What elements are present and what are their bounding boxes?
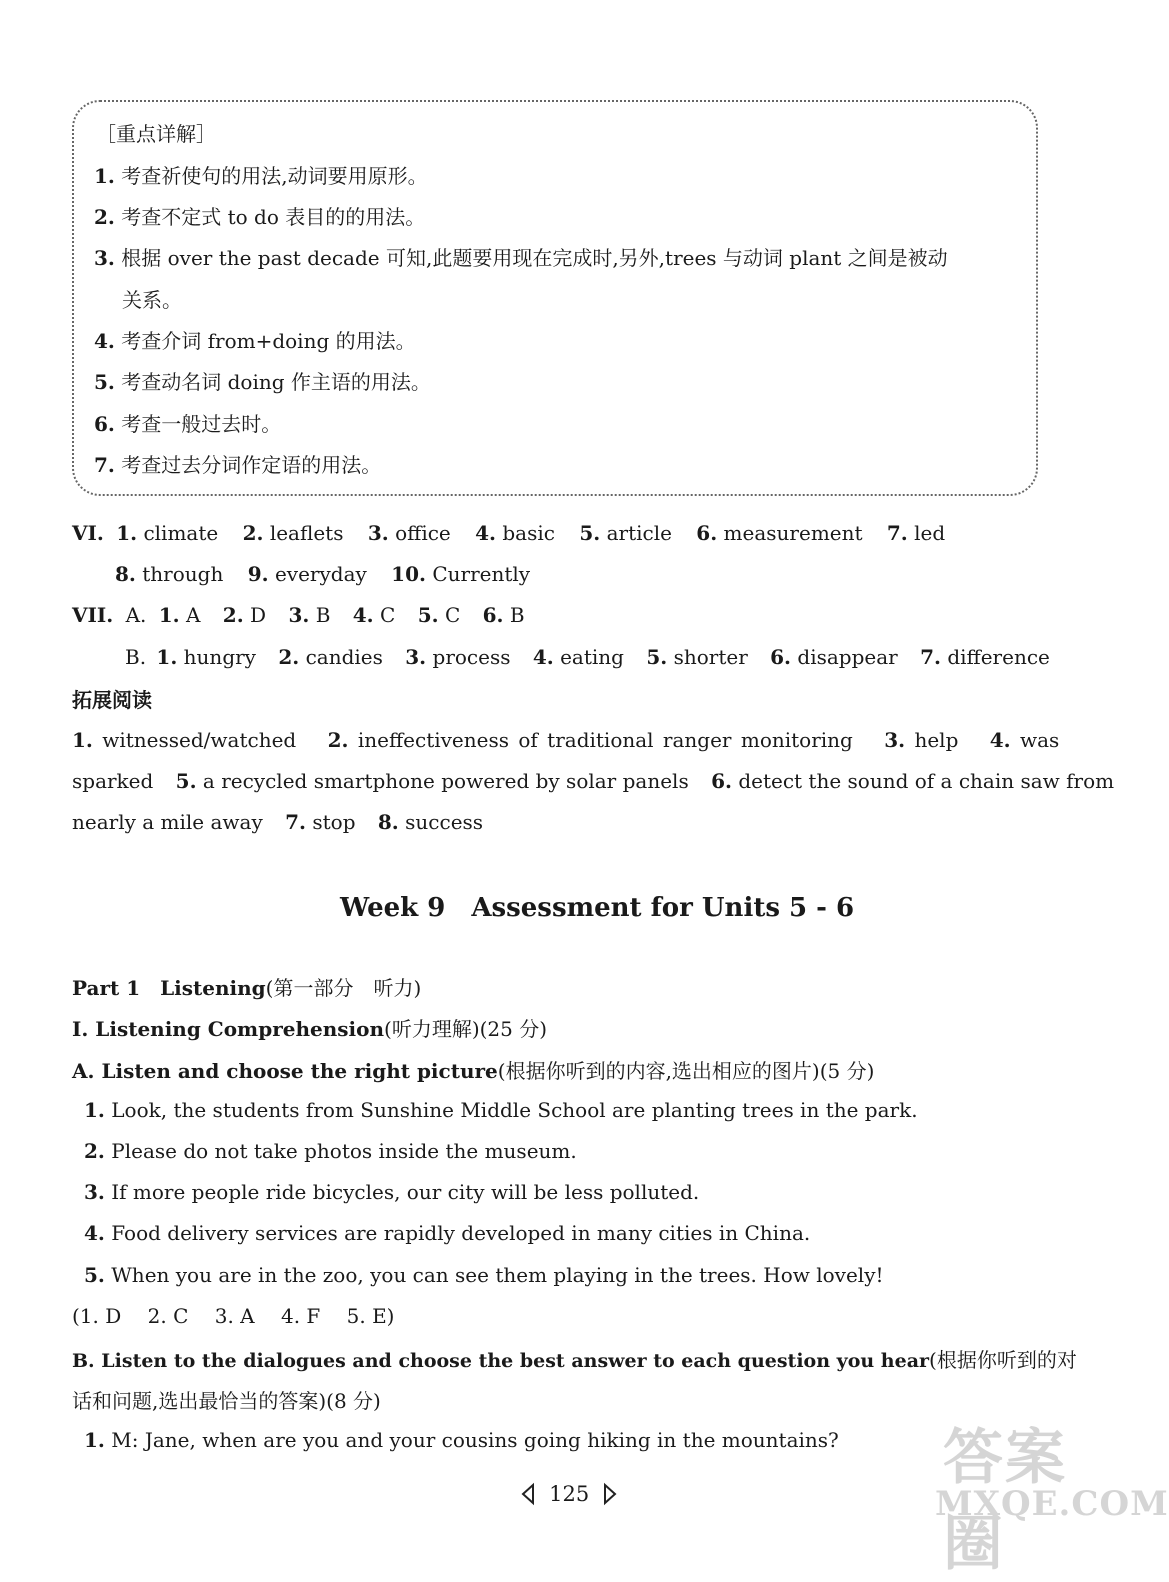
box-item-6: 6. 考查一般过去时。 [94, 412, 282, 436]
listening-a-item-3: 3. If more people ride bicycles, our city will be less polluted. [84, 1180, 700, 1204]
box-item-4: 4. 考查介词 from+doing 的用法。 [94, 329, 416, 353]
watermark-top: 答案圈 [943, 1423, 1067, 1579]
listening-a-item-5: 5. When you are in the zoo, you can see them playing in the trees. How lovely! [84, 1263, 884, 1287]
section-a-heading: A. Listen and choose the right picture(根据你听到的内容,选出相应的图片)(5 分) [72, 1059, 875, 1083]
section-i-heading: I. Listening Comprehension(听力理解)(25 分) [72, 1017, 548, 1041]
box-item-2: 2. 考查不定式 to do 表目的的用法。 [94, 205, 426, 229]
vii-line-a: VII. A. 1. A 2. D 3. B 4. C 5. C 6. B [72, 603, 525, 627]
extended-line-2: sparked 5. a recycled smartphone powered by solar panels 6. detect the sound of a chain saw from [72, 769, 1115, 793]
extended-line-3: nearly a mile away 7. stop 8. success [72, 810, 484, 834]
section-b-heading: B. Listen to the dialogues and choose the best answer to each question you hear(根据你听到的对 [72, 1348, 1077, 1372]
right-arrow-icon [602, 1483, 618, 1505]
box-item-1: 1. 考查祈使句的用法,动词要用原形。 [94, 164, 428, 188]
listening-a-item-2: 2. Please do not take photos inside the museum. [84, 1139, 577, 1163]
vi-line-1: VI. 1. climate 2. leaflets 3. office 4. basic 5. article 6. measurement 7. led [72, 521, 946, 545]
box-item-7: 7. 考查过去分词作定语的用法。 [94, 453, 382, 477]
page-footer [520, 1482, 618, 1506]
listening-a-item-4: 4. Food delivery services are rapidly developed in many cities in China. [84, 1221, 811, 1245]
watermark-bottom: MXQE.COM [935, 1484, 1169, 1524]
box-item-3-cont: 关系。 [122, 288, 182, 312]
page-number: 125 [549, 1482, 590, 1506]
listening-a-item-1: 1. Look, the students from Sunshine Middle School are planting trees in the park. [84, 1098, 918, 1122]
left-arrow-icon [520, 1483, 536, 1505]
extended-reading-title: 拓展阅读 [72, 688, 152, 712]
watermark-logo [935, 1408, 1169, 1579]
box-item-5: 5. 考查动名词 doing 作主语的用法。 [94, 370, 431, 394]
extended-line-1: 1. witnessed/watched 2. ineffectiveness of traditional ranger monitoring 3. help 4. was [72, 728, 1060, 752]
week-title: Week 9 Assessment for Units 5 - 6 [340, 893, 855, 923]
box-header: ［重点详解］ [96, 122, 216, 146]
vi-line-2: 8. through 9. everyday 10. Currently [115, 562, 531, 586]
listening-b-item-1: 1. M: Jane, when are you and your cousins going hiking in the mountains? [84, 1428, 839, 1452]
section-b-heading-cont: 话和问题,选出最恰当的答案)(8 分) [72, 1389, 381, 1413]
part1-heading: Part 1 Listening(第一部分 听力) [72, 976, 422, 1000]
box-item-3: 3. 根据 over the past decade 可知,此题要用现在完成时,另外,trees 与动词 plant 之间是被动 [94, 246, 948, 270]
vii-line-b: B. 1. hungry 2. candies 3. process 4. eating 5. shorter 6. disappear 7. difference [125, 645, 1050, 669]
listening-a-answers: (1. D 2. C 3. A 4. F 5. E) [72, 1304, 395, 1328]
